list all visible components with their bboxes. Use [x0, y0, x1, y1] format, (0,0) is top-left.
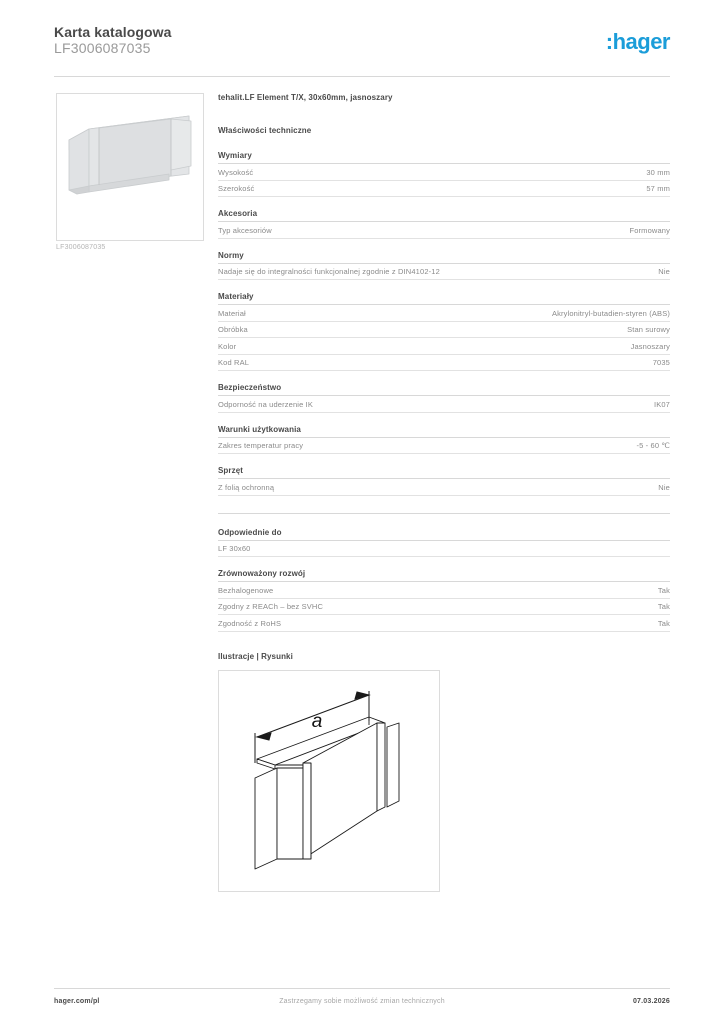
- spec-group-normy: [218, 251, 670, 281]
- product-photo-illustration: [57, 94, 203, 240]
- footer-disclaimer: Zastrzegamy sobie możliwość zmian technicznych: [279, 998, 445, 1005]
- spec-group-heading: Akcesoria: [218, 209, 670, 222]
- spec-key: Zakres temperatur pracy: [218, 441, 304, 450]
- section-divider: [218, 513, 670, 514]
- spec-key: Obróbka: [218, 325, 248, 334]
- footer-divider: [54, 988, 670, 989]
- spec-key: Bezhalogenowe: [218, 585, 274, 595]
- spec-key: Nadaje się do integralności funkcjonalnej zgodnie z DIN4102-12: [218, 267, 440, 276]
- spec-key: Kolor: [218, 341, 237, 351]
- page-title: Karta katalogowa: [54, 24, 172, 40]
- spec-row: [218, 322, 670, 339]
- spec-row: [218, 599, 670, 616]
- spec-group-heading: Materiały: [218, 292, 670, 305]
- dimension-label-a: a: [311, 710, 323, 732]
- spec-value: Jasnoszary: [630, 341, 670, 351]
- spec-value: IK07: [653, 399, 670, 409]
- product-title: tehalit.LF Element T/X, 30x60mm, jasnoszary: [218, 93, 393, 102]
- document-reference: LF3006087035: [54, 40, 151, 56]
- spec-value: Tak: [657, 602, 670, 611]
- spec-value: Nie: [658, 482, 670, 492]
- technical-drawing: [218, 670, 440, 892]
- product-photo-caption: LF3006087035: [56, 244, 106, 251]
- spec-row: [218, 264, 670, 281]
- spec-row: [218, 582, 670, 599]
- spec-row: [218, 222, 670, 239]
- spec-row: [218, 396, 670, 413]
- page-footer: [54, 998, 670, 1012]
- spec-key: LF 30x60: [218, 544, 251, 553]
- tech-properties-title: Właściwości techniczne: [218, 126, 312, 135]
- spec-group-zrownowazony-rozwoj: [218, 569, 670, 632]
- spec-key: Zgodność z RoHS: [218, 618, 282, 628]
- drawings-heading: Ilustracje | Rysunki: [218, 651, 293, 661]
- spec-value: Stan surowy: [627, 325, 670, 334]
- specifications-column: [218, 93, 670, 892]
- hager-logo: :hager: [605, 29, 670, 54]
- spec-group-heading: Bezpieczeństwo: [218, 383, 670, 396]
- spec-group-heading: Warunki użytkowania: [218, 425, 670, 438]
- footer-date: 07.03.2026: [632, 998, 670, 1005]
- spec-group-heading: Zrównoważony rozwój: [218, 569, 670, 582]
- spec-value: Tak: [657, 585, 670, 595]
- spec-row: [218, 479, 670, 496]
- product-photo: [56, 93, 204, 241]
- spec-group-heading: Wymiary: [218, 151, 670, 164]
- spec-value: 7035: [652, 358, 670, 367]
- spec-group-heading: Sprzęt: [218, 466, 670, 479]
- spec-key: Kod RAL: [218, 358, 250, 367]
- spec-value: 30 mm: [646, 167, 670, 177]
- spec-row: [218, 355, 670, 372]
- spec-key: Zgodny z REACh – bez SVHC: [218, 602, 324, 611]
- spec-group-akcesoria: [218, 209, 670, 239]
- footer-website[interactable]: hager.com/pl: [54, 998, 100, 1005]
- page-header: [54, 24, 670, 72]
- spec-key: Typ akcesoriów: [218, 225, 272, 235]
- spec-value: Formowany: [629, 225, 670, 235]
- spec-value: Akrylonitryl-butadien-styren (ABS): [551, 308, 670, 318]
- spec-key: Odporność na uderzenie IK: [218, 399, 314, 409]
- spec-row: [218, 438, 670, 455]
- spec-group-wymiary: [218, 151, 670, 197]
- spec-group-bezpieczenstwo: [218, 383, 670, 413]
- spec-key: Wysokość: [218, 167, 254, 177]
- spec-value: Nie: [658, 267, 670, 276]
- spec-group-materialy: [218, 292, 670, 371]
- spec-row: [218, 615, 670, 632]
- spec-group-sprzet: [218, 466, 670, 496]
- spec-value: 57 mm: [646, 184, 670, 193]
- spec-group-warunki-uzytkowania: [218, 425, 670, 455]
- spec-row: [218, 541, 670, 558]
- spec-key: Materiał: [218, 308, 246, 318]
- spec-value: Tak: [657, 618, 670, 628]
- spec-group-heading: Odpowiednie do: [218, 528, 670, 541]
- technical-drawing-illustration: [219, 671, 439, 891]
- spec-key: Szerokość: [218, 184, 255, 193]
- spec-value: -5 - 60 ℃: [636, 441, 670, 450]
- spec-row: [218, 338, 670, 355]
- spec-row: [218, 305, 670, 322]
- spec-key: Z folią ochronną: [218, 482, 275, 492]
- spec-group-heading: Normy: [218, 251, 670, 264]
- spec-row: [218, 164, 670, 181]
- spec-group-odpowiednie-do: [218, 528, 670, 558]
- header-divider: [54, 76, 670, 77]
- spec-row: [218, 181, 670, 198]
